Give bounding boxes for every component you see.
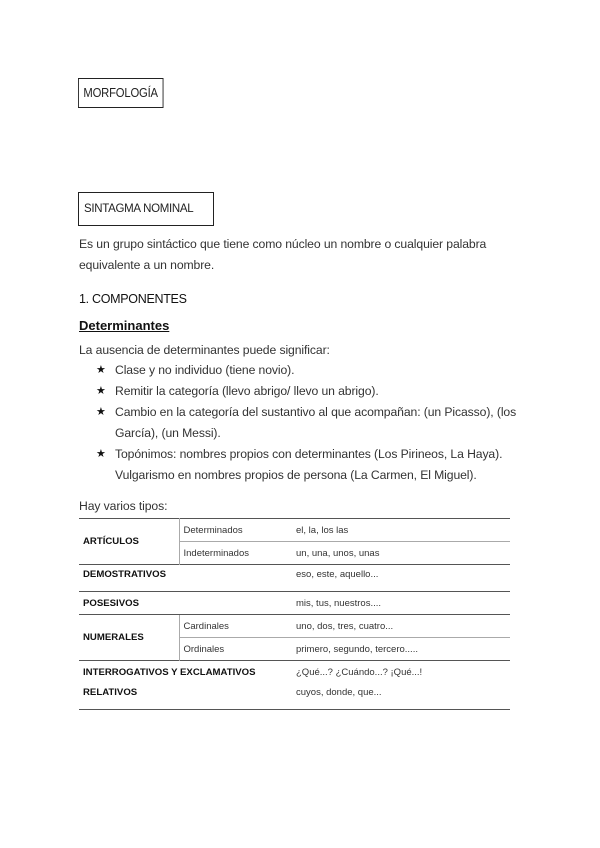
examples-cell: el, la, los las <box>296 524 349 536</box>
list-item: ★ Clase y no individuo (tiene novio). <box>96 360 556 381</box>
determinantes-intro: La ausencia de determinantes puede significar: <box>79 343 330 357</box>
subcategory-cell: Indeterminados <box>179 542 292 565</box>
examples-cell: primero, segundo, tercero..... <box>292 638 510 661</box>
intro-paragraph: Es un grupo sintáctico que tiene como núcleo un nombre o cualquier palabra equivalente a un nombre. <box>79 237 487 272</box>
table-row <box>79 592 510 615</box>
table-row <box>79 565 510 592</box>
star-icon: ★ <box>96 364 106 376</box>
subcategory-cell: Cardinales <box>179 615 292 638</box>
subcategory-cell: Ordinales <box>179 638 292 661</box>
table-row <box>79 519 510 542</box>
examples-cell: ¿Qué...? ¿Cuándo...? ¡Qué...! <box>292 661 510 684</box>
star-icon: ★ <box>96 406 106 418</box>
category-cell: RELATIVOS <box>79 683 292 710</box>
table-row <box>79 615 510 638</box>
determinantes-list <box>96 360 556 486</box>
examples-cell: un, una, unos, unas <box>292 542 510 565</box>
determiner-types-table <box>79 518 510 710</box>
subcategory-cell: Determinados <box>179 519 292 542</box>
category-cell: DEMOSTRATIVOS <box>79 565 292 592</box>
examples-cell: mis, tus, nuestros.... <box>292 592 510 615</box>
category-cell: NUMERALES <box>79 615 179 661</box>
page-title: MORFOLOGÍA <box>78 78 163 108</box>
category-cell: POSESIVOS <box>79 592 292 615</box>
examples-cell: eso, este, aquello... <box>292 565 510 592</box>
examples-cell: cuyos, donde, que... <box>292 683 510 710</box>
components-heading: 1. COMPONENTES <box>79 292 187 306</box>
table-row <box>79 683 510 710</box>
types-intro: Hay varios tipos: <box>79 499 168 513</box>
section-title: SINTAGMA NOMINAL <box>78 192 214 226</box>
determinantes-heading: Determinantes <box>79 318 170 333</box>
category-cell: INTERROGATIVOS Y EXCLAMATIVOS <box>79 661 292 684</box>
table-row <box>79 661 510 684</box>
star-icon: ★ <box>96 448 106 460</box>
star-icon: ★ <box>96 385 106 397</box>
examples-cell: uno, dos, tres, cuatro... <box>292 615 510 638</box>
list-item: ★ Topónimos: nombres propios con determinantes (Los Pirineos, La Haya). Vulgarismo en nombres propios de persona (La Carmen, El Miguel). <box>96 444 556 486</box>
list-item: ★ Cambio en la categoría del sustantivo al que acompañan: (un Picasso), (los García), (un Messi). <box>96 402 556 444</box>
category-cell: ARTÍCULOS <box>83 536 139 547</box>
list-item: ★ Remitir la categoría (llevo abrigo/ llevo un abrigo). <box>96 381 556 402</box>
